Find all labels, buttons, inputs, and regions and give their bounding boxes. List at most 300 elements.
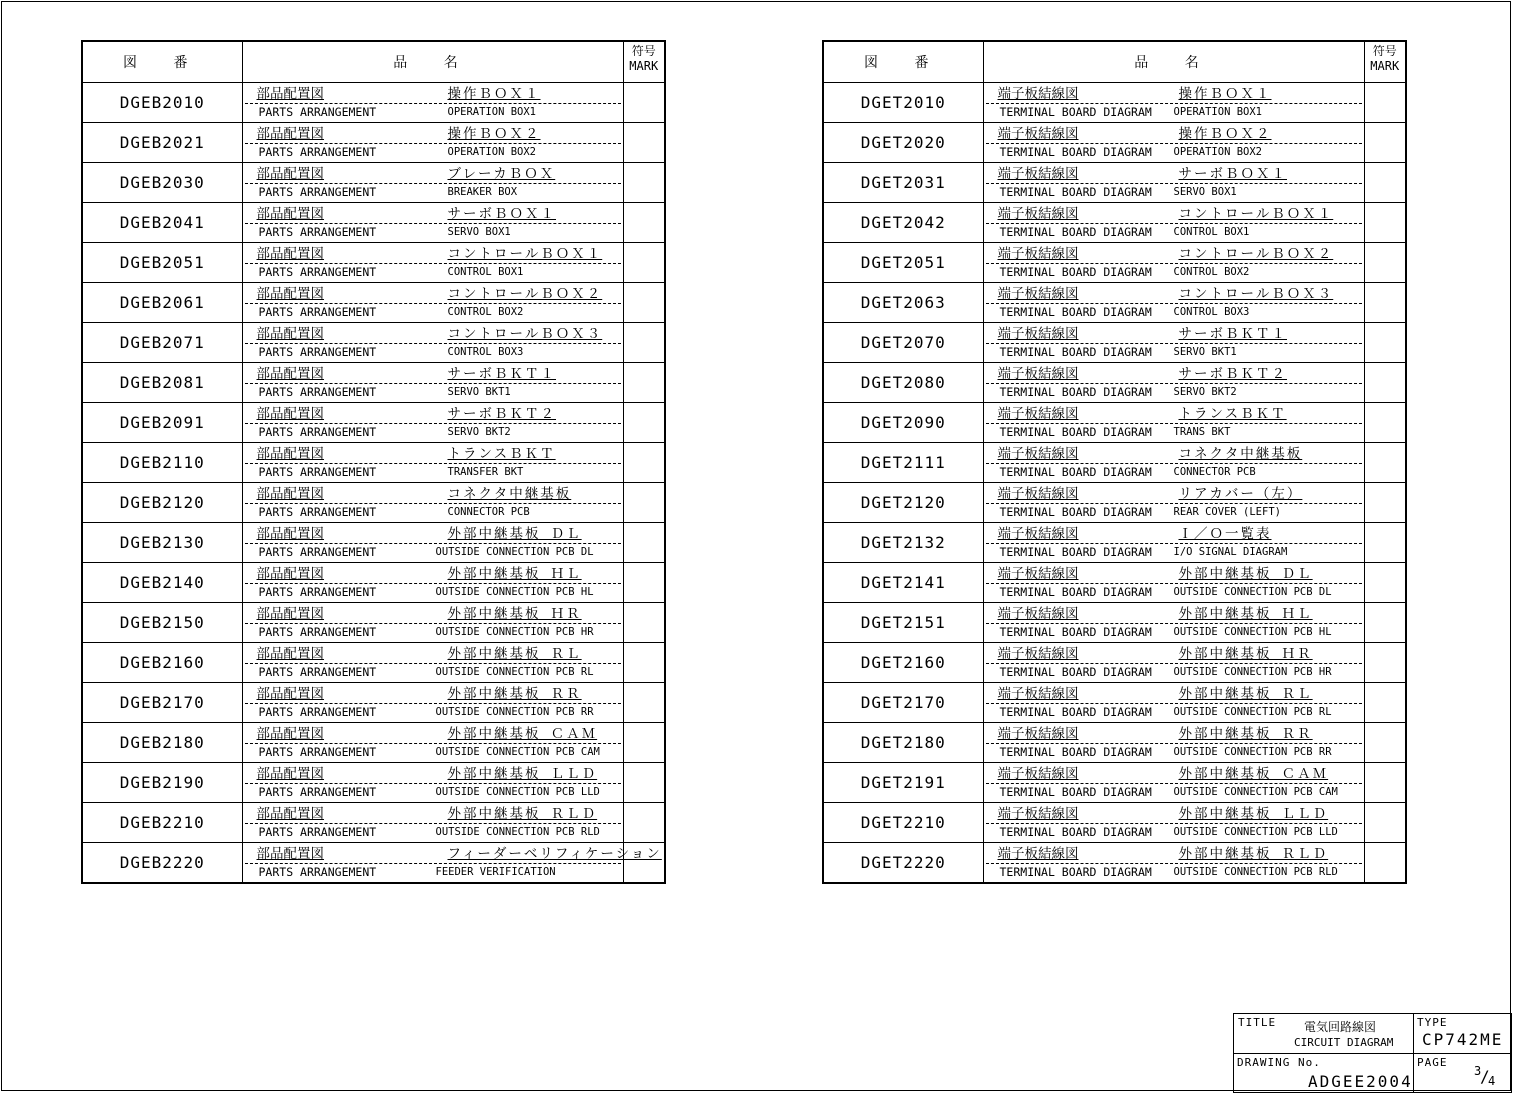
item-name-en-part: SERVO BOX1 — [447, 226, 511, 238]
item-name-en — [986, 384, 1362, 400]
header-mark-jp: 符号 — [631, 44, 656, 58]
item-name — [242, 683, 623, 723]
item-name-jp — [986, 525, 1362, 544]
item-name-jp — [986, 485, 1362, 504]
item-name-jp-part: コネクタ中継基板 — [447, 486, 572, 502]
item-name-jp — [245, 245, 621, 264]
item-name-en — [986, 464, 1362, 480]
drawing-number: DGEB2091 — [82, 403, 242, 443]
item-name-jp-category: 部品配置図 — [256, 806, 324, 822]
item-name — [242, 283, 623, 323]
item-name-jp-category: 部品配置図 — [256, 686, 324, 702]
parts-arrangement-table — [81, 40, 666, 884]
item-name-en-part: OUTSIDE CONNECTION PCB RLD — [435, 826, 600, 838]
item-name-jp — [245, 485, 621, 504]
item-name — [983, 603, 1364, 643]
item-name — [242, 563, 623, 603]
drawing-number: DGEB2081 — [82, 363, 242, 403]
mark-cell — [623, 803, 665, 843]
item-name-en-part: CONTROL BOX2 — [447, 306, 524, 318]
item-name-jp-category: 部品配置図 — [256, 486, 324, 502]
item-name-jp-category: 部品配置図 — [256, 646, 324, 662]
item-name-en — [245, 824, 621, 840]
item-name-en — [986, 104, 1362, 120]
item-name-en-part: I/O SIGNAL DIAGRAM — [1173, 546, 1288, 558]
item-name-en — [245, 544, 621, 560]
item-name-jp — [986, 725, 1362, 744]
title-block — [1233, 1013, 1512, 1093]
item-name-jp-part: サーボＢＫＴ２ — [1178, 366, 1287, 382]
item-name-jp-part: 外部中継基板 ＲＬＤ — [447, 806, 598, 822]
item-name-jp-part: 外部中継基板 ＤＬ — [1178, 566, 1313, 582]
item-name-en-category: PARTS ARRANGEMENT — [258, 185, 377, 199]
mark-cell — [1364, 83, 1406, 123]
item-name-jp-part: サーボＢＫＴ１ — [447, 366, 556, 382]
item-name — [983, 483, 1364, 523]
table-row — [82, 323, 665, 363]
item-name-jp — [986, 285, 1362, 304]
table-row — [82, 403, 665, 443]
item-name-jp — [245, 685, 621, 704]
drawing-number: DGEB2180 — [82, 723, 242, 763]
item-name-en-category: TERMINAL BOARD DIAGRAM — [999, 465, 1152, 479]
header-mark — [623, 41, 665, 83]
item-name-jp-category: 端子板結線図 — [997, 606, 1079, 622]
table-row — [82, 163, 665, 203]
drawing-label: DRAWING No. — [1237, 1056, 1321, 1069]
mark-cell — [623, 603, 665, 643]
item-name — [983, 563, 1364, 603]
item-name-jp-part: サーボＢＯＸ１ — [447, 206, 556, 222]
table-row — [82, 363, 665, 403]
table-row — [823, 723, 1406, 763]
item-name-jp-part: 外部中継基板 ＲＬＤ — [1178, 846, 1329, 862]
drawing-number: DGET2180 — [823, 723, 983, 763]
item-name-jp-category: 部品配置図 — [256, 606, 324, 622]
mark-cell — [1364, 363, 1406, 403]
table-row — [823, 603, 1406, 643]
item-name-jp-part: 外部中継基板 ＣＡＭ — [447, 726, 598, 742]
drawing-number: DGEB2061 — [82, 283, 242, 323]
item-name-jp — [245, 765, 621, 784]
table-row — [823, 243, 1406, 283]
item-name-en — [245, 184, 621, 200]
drawing-number: DGEB2150 — [82, 603, 242, 643]
header-hinmei: 品 名 — [242, 41, 623, 83]
item-name — [242, 483, 623, 523]
drawing-number: DGEB2110 — [82, 443, 242, 483]
table-row — [823, 83, 1406, 123]
item-name-jp — [986, 325, 1362, 344]
table-row — [82, 83, 665, 123]
drawing-value: ADGEE2004 — [1308, 1072, 1413, 1091]
mark-cell — [623, 323, 665, 363]
item-name-en-category: PARTS ARRANGEMENT — [258, 545, 377, 559]
item-name — [242, 803, 623, 843]
item-name-en-part: OUTSIDE CONNECTION PCB RLD — [1173, 866, 1338, 878]
table-header — [823, 41, 1406, 83]
mark-cell — [623, 243, 665, 283]
item-name-en-category: PARTS ARRANGEMENT — [258, 505, 377, 519]
item-name — [242, 323, 623, 363]
item-name-jp — [245, 645, 621, 664]
mark-cell — [623, 683, 665, 723]
item-name-en — [245, 504, 621, 520]
item-name-jp-category: 部品配置図 — [256, 406, 324, 422]
item-name-jp-category: 部品配置図 — [256, 726, 324, 742]
mark-cell — [623, 723, 665, 763]
item-name — [242, 723, 623, 763]
table-row — [82, 603, 665, 643]
item-name — [242, 403, 623, 443]
item-name — [242, 243, 623, 283]
mark-cell — [1364, 243, 1406, 283]
item-name-en-category: TERMINAL BOARD DIAGRAM — [999, 265, 1152, 279]
table-row — [823, 443, 1406, 483]
item-name-en-category: TERMINAL BOARD DIAGRAM — [999, 785, 1152, 799]
item-name-en-part: OUTSIDE CONNECTION PCB HR — [435, 626, 594, 638]
mark-cell — [1364, 323, 1406, 363]
item-name-jp — [986, 445, 1362, 464]
item-name-en-part: OUTSIDE CONNECTION PCB RL — [1173, 706, 1332, 718]
item-name-jp-part: コントロールＢＯＸ２ — [1178, 246, 1334, 262]
title-en: CIRCUIT DIAGRAM — [1294, 1036, 1394, 1049]
item-name — [242, 443, 623, 483]
item-name-en-part: OUTSIDE CONNECTION PCB RL — [435, 666, 594, 678]
item-name-jp-category: 端子板結線図 — [997, 166, 1079, 182]
item-name-en-part: TRANSFER BKT — [447, 466, 524, 478]
item-name-en-part: OUTSIDE CONNECTION PCB LLD — [435, 786, 600, 798]
drawing-number: DGET2031 — [823, 163, 983, 203]
table-row — [82, 643, 665, 683]
mark-cell — [623, 403, 665, 443]
header-zuban: 図 番 — [823, 41, 983, 83]
item-name-jp-category: 端子板結線図 — [997, 726, 1079, 742]
item-name — [983, 643, 1364, 683]
item-name — [242, 523, 623, 563]
item-name-jp-part: 外部中継基板 ＤＬ — [447, 526, 582, 542]
item-name-en — [986, 704, 1362, 720]
item-name-jp-part: トランスＢＫＴ — [447, 446, 556, 462]
item-name-jp-category: 部品配置図 — [256, 566, 324, 582]
item-name — [242, 763, 623, 803]
drawing-number: DGEB2160 — [82, 643, 242, 683]
item-name-en-category: PARTS ARRANGEMENT — [258, 585, 377, 599]
item-name-jp — [986, 805, 1362, 824]
drawing-number: DGEB2071 — [82, 323, 242, 363]
item-name-jp-category: 端子板結線図 — [997, 446, 1079, 462]
item-name-jp — [245, 125, 621, 144]
item-name-jp-category: 部品配置図 — [256, 206, 324, 222]
drawing-number: DGET2051 — [823, 243, 983, 283]
item-name-en-part: OUTSIDE CONNECTION PCB HL — [435, 586, 594, 598]
mark-cell — [623, 123, 665, 163]
item-name-en-part: OUTSIDE CONNECTION PCB HR — [1173, 666, 1332, 678]
item-name-en — [986, 784, 1362, 800]
table-row — [823, 203, 1406, 243]
item-name-jp-part: コントロールＢＯＸ３ — [1178, 286, 1334, 302]
page-cell — [1414, 1054, 1511, 1092]
item-name-jp-category: 端子板結線図 — [997, 526, 1079, 542]
title-jp: 電気回路線図 — [1304, 1020, 1377, 1034]
mark-cell — [1364, 643, 1406, 683]
item-name-jp-category: 部品配置図 — [256, 166, 324, 182]
drawing-number: DGET2020 — [823, 123, 983, 163]
item-name-jp-category: 部品配置図 — [256, 286, 324, 302]
item-name-jp-category: 端子板結線図 — [997, 406, 1079, 422]
header-mark-jp: 符号 — [1372, 44, 1397, 58]
item-name-jp — [245, 205, 621, 224]
item-name-en-part: OUTSIDE CONNECTION PCB LLD — [1173, 826, 1338, 838]
item-name-en — [986, 504, 1362, 520]
item-name-jp-category: 部品配置図 — [256, 246, 324, 262]
item-name-en — [986, 224, 1362, 240]
item-name-jp-part: サーボＢＫＴ１ — [1178, 326, 1287, 342]
item-name-en-category: TERMINAL BOARD DIAGRAM — [999, 425, 1152, 439]
item-name-jp-part: 外部中継基板 ＣＡＭ — [1178, 766, 1329, 782]
item-name-jp-part: 外部中継基板 ＨＲ — [447, 606, 582, 622]
item-name-jp-category: 部品配置図 — [256, 126, 324, 142]
item-name-en-category: PARTS ARRANGEMENT — [258, 145, 377, 159]
drawing-number: DGET2170 — [823, 683, 983, 723]
item-name-en — [986, 344, 1362, 360]
item-name-jp — [986, 85, 1362, 104]
table-row — [823, 843, 1406, 884]
item-name — [242, 643, 623, 683]
item-name-jp — [245, 605, 621, 624]
item-name-jp-part: 外部中継基板 ＲＬ — [447, 646, 582, 662]
item-name-en-part: OUTSIDE CONNECTION PCB HL — [1173, 626, 1332, 638]
mark-cell — [623, 763, 665, 803]
item-name-jp-category: 端子板結線図 — [997, 486, 1079, 502]
item-name-jp — [986, 365, 1362, 384]
item-name-en — [245, 464, 621, 480]
item-name-en-part: OPERATION BOX1 — [447, 106, 537, 118]
item-name-en-part: OUTSIDE CONNECTION PCB CAM — [435, 746, 600, 758]
table-row — [82, 243, 665, 283]
table-row — [82, 843, 665, 884]
item-name-en-category: PARTS ARRANGEMENT — [258, 785, 377, 799]
item-name-en-part: CONTROL BOX1 — [447, 266, 524, 278]
item-name-en — [986, 544, 1362, 560]
item-name-en — [245, 104, 621, 120]
table-header — [82, 41, 665, 83]
mark-cell — [1364, 163, 1406, 203]
item-name — [983, 843, 1364, 884]
table-row — [82, 523, 665, 563]
item-name-en-part: FEEDER VERIFICATION — [435, 866, 556, 878]
item-name-jp-part: フィーダーベリフィケーション — [447, 846, 662, 862]
item-name-jp-category: 端子板結線図 — [997, 686, 1079, 702]
item-name-jp-category: 部品配置図 — [256, 766, 324, 782]
item-name-jp-part: 外部中継基板 ＬＬＤ — [447, 766, 598, 782]
item-name-jp-category: 部品配置図 — [256, 326, 324, 342]
mark-cell — [1364, 723, 1406, 763]
mark-cell — [1364, 563, 1406, 603]
item-name — [242, 123, 623, 163]
item-name — [983, 403, 1364, 443]
item-name-en-category: PARTS ARRANGEMENT — [258, 345, 377, 359]
item-name — [983, 363, 1364, 403]
item-name-jp — [986, 205, 1362, 224]
item-name-jp-part: 外部中継基板 ＨＲ — [1178, 646, 1313, 662]
item-name-jp-part: コントロールＢＯＸ３ — [447, 326, 603, 342]
item-name-en-part: CONTROL BOX2 — [1173, 266, 1250, 278]
item-name-en — [986, 664, 1362, 680]
mark-cell — [623, 563, 665, 603]
page-label: PAGE — [1417, 1056, 1448, 1069]
item-name-jp — [986, 125, 1362, 144]
type-cell — [1414, 1014, 1511, 1054]
item-name-jp — [986, 245, 1362, 264]
title-label: TITLE — [1238, 1016, 1277, 1029]
mark-cell — [1364, 483, 1406, 523]
type-label: TYPE — [1417, 1016, 1448, 1029]
header-mark-en: MARK — [629, 59, 659, 73]
item-name-jp-category: 部品配置図 — [256, 846, 324, 862]
item-name-en-part: OUTSIDE CONNECTION PCB RR — [1173, 746, 1332, 758]
item-name-jp-part: 外部中継基板 ＬＬＤ — [1178, 806, 1329, 822]
item-name-en — [986, 864, 1362, 880]
mark-cell — [1364, 683, 1406, 723]
mark-cell — [1364, 443, 1406, 483]
drawing-number: DGET2191 — [823, 763, 983, 803]
item-name-en-category: PARTS ARRANGEMENT — [258, 385, 377, 399]
item-name-en-category: TERMINAL BOARD DIAGRAM — [999, 385, 1152, 399]
item-name — [242, 203, 623, 243]
item-name-en-part: SERVO BOX1 — [1173, 186, 1237, 198]
item-name — [242, 83, 623, 123]
item-name-jp-category: 端子板結線図 — [997, 286, 1079, 302]
mark-cell — [623, 83, 665, 123]
page-total: 4 — [1488, 1074, 1496, 1088]
item-name-jp — [245, 525, 621, 544]
table-row — [823, 643, 1406, 683]
table-row — [823, 763, 1406, 803]
item-name-jp-part: 外部中継基板 ＲＬ — [1178, 686, 1313, 702]
item-name-jp — [986, 685, 1362, 704]
item-name-en — [245, 264, 621, 280]
item-name-en-part: OUTSIDE CONNECTION PCB DL — [435, 546, 594, 558]
item-name — [242, 603, 623, 643]
item-name-en-category: TERMINAL BOARD DIAGRAM — [999, 225, 1152, 239]
item-name-jp-category: 端子板結線図 — [997, 646, 1079, 662]
table-row — [82, 123, 665, 163]
drawing-number: DGET2120 — [823, 483, 983, 523]
item-name-jp-part: サーボＢＫＴ２ — [447, 406, 556, 422]
table-row — [823, 163, 1406, 203]
item-name-en-category: TERMINAL BOARD DIAGRAM — [999, 145, 1152, 159]
item-name-en-category: PARTS ARRANGEMENT — [258, 465, 377, 479]
drawing-number: DGEB2030 — [82, 163, 242, 203]
item-name-en-category: TERMINAL BOARD DIAGRAM — [999, 545, 1152, 559]
item-name-en-part: REAR COVER (LEFT) — [1173, 506, 1281, 518]
item-name-jp — [245, 445, 621, 464]
item-name-jp-part: 操作ＢＯＸ２ — [1178, 126, 1272, 142]
mark-cell — [1364, 843, 1406, 884]
item-name-jp — [245, 405, 621, 424]
item-name-en-category: PARTS ARRANGEMENT — [258, 265, 377, 279]
mark-cell — [1364, 523, 1406, 563]
item-name-jp-part: 操作ＢＯＸ１ — [1178, 86, 1272, 102]
item-name-en-category: PARTS ARRANGEMENT — [258, 305, 377, 319]
drawing-number: DGET2160 — [823, 643, 983, 683]
item-name-en-category: PARTS ARRANGEMENT — [258, 625, 377, 639]
item-name-en — [986, 304, 1362, 320]
item-name — [983, 283, 1364, 323]
item-name-en-category: PARTS ARRANGEMENT — [258, 745, 377, 759]
drawing-number: DGET2141 — [823, 563, 983, 603]
drawing-number: DGET2080 — [823, 363, 983, 403]
item-name — [983, 683, 1364, 723]
mark-cell — [1364, 803, 1406, 843]
table-row — [823, 403, 1406, 443]
item-name-jp-category: 部品配置図 — [256, 366, 324, 382]
item-name-jp-part: Ｉ／Ｏ一覧表 — [1178, 526, 1272, 542]
item-name-jp — [986, 565, 1362, 584]
mark-cell — [1364, 123, 1406, 163]
item-name — [983, 723, 1364, 763]
item-name — [983, 523, 1364, 563]
item-name-jp — [245, 845, 662, 864]
table-row — [823, 123, 1406, 163]
drawing-number: DGEB2051 — [82, 243, 242, 283]
item-name-en-category: TERMINAL BOARD DIAGRAM — [999, 505, 1152, 519]
item-name-jp-category: 端子板結線図 — [997, 766, 1079, 782]
item-name — [242, 843, 662, 884]
item-name-en-category: PARTS ARRANGEMENT — [258, 825, 377, 839]
table-row — [823, 683, 1406, 723]
item-name — [983, 163, 1364, 203]
drawing-number: DGET2220 — [823, 843, 983, 884]
table-row — [82, 563, 665, 603]
drawing-number: DGEB2041 — [82, 203, 242, 243]
drawing-number: DGEB2021 — [82, 123, 242, 163]
item-name-jp-part: リアカバー（左） — [1178, 486, 1303, 502]
mark-cell — [1364, 763, 1406, 803]
item-name-en — [986, 184, 1362, 200]
item-name-jp — [245, 285, 621, 304]
item-name-jp — [245, 565, 621, 584]
item-name-jp — [986, 645, 1362, 664]
item-name-en-category: PARTS ARRANGEMENT — [258, 105, 377, 119]
item-name-en-part: SERVO BKT1 — [1173, 346, 1237, 358]
item-name-jp — [986, 405, 1362, 424]
table-row — [823, 363, 1406, 403]
item-name-jp-part: サーボＢＯＸ１ — [1178, 166, 1287, 182]
item-name-jp-part: コントロールＢＯＸ２ — [447, 286, 603, 302]
type-value: CP742ME — [1422, 1030, 1504, 1049]
mark-cell — [623, 443, 665, 483]
item-name-jp-part: コントロールＢＯＸ１ — [1178, 206, 1334, 222]
table-row — [823, 803, 1406, 843]
drawing-number: DGET2090 — [823, 403, 983, 443]
item-name-en-part: CONTROL BOX3 — [1173, 306, 1250, 318]
item-name-jp-category: 部品配置図 — [256, 446, 324, 462]
table-row — [82, 763, 665, 803]
mark-cell — [623, 483, 665, 523]
item-name-en — [245, 224, 621, 240]
item-name — [983, 323, 1364, 363]
item-name-jp-part: ブレーカＢＯＸ — [447, 166, 556, 182]
item-name-jp — [245, 365, 621, 384]
item-name-en-part: SERVO BKT1 — [447, 386, 511, 398]
item-name-jp — [986, 765, 1362, 784]
item-name-jp — [245, 165, 621, 184]
item-name-en — [245, 304, 621, 320]
item-name-jp-category: 端子板結線図 — [997, 86, 1079, 102]
item-name-en-category: PARTS ARRANGEMENT — [258, 665, 377, 679]
